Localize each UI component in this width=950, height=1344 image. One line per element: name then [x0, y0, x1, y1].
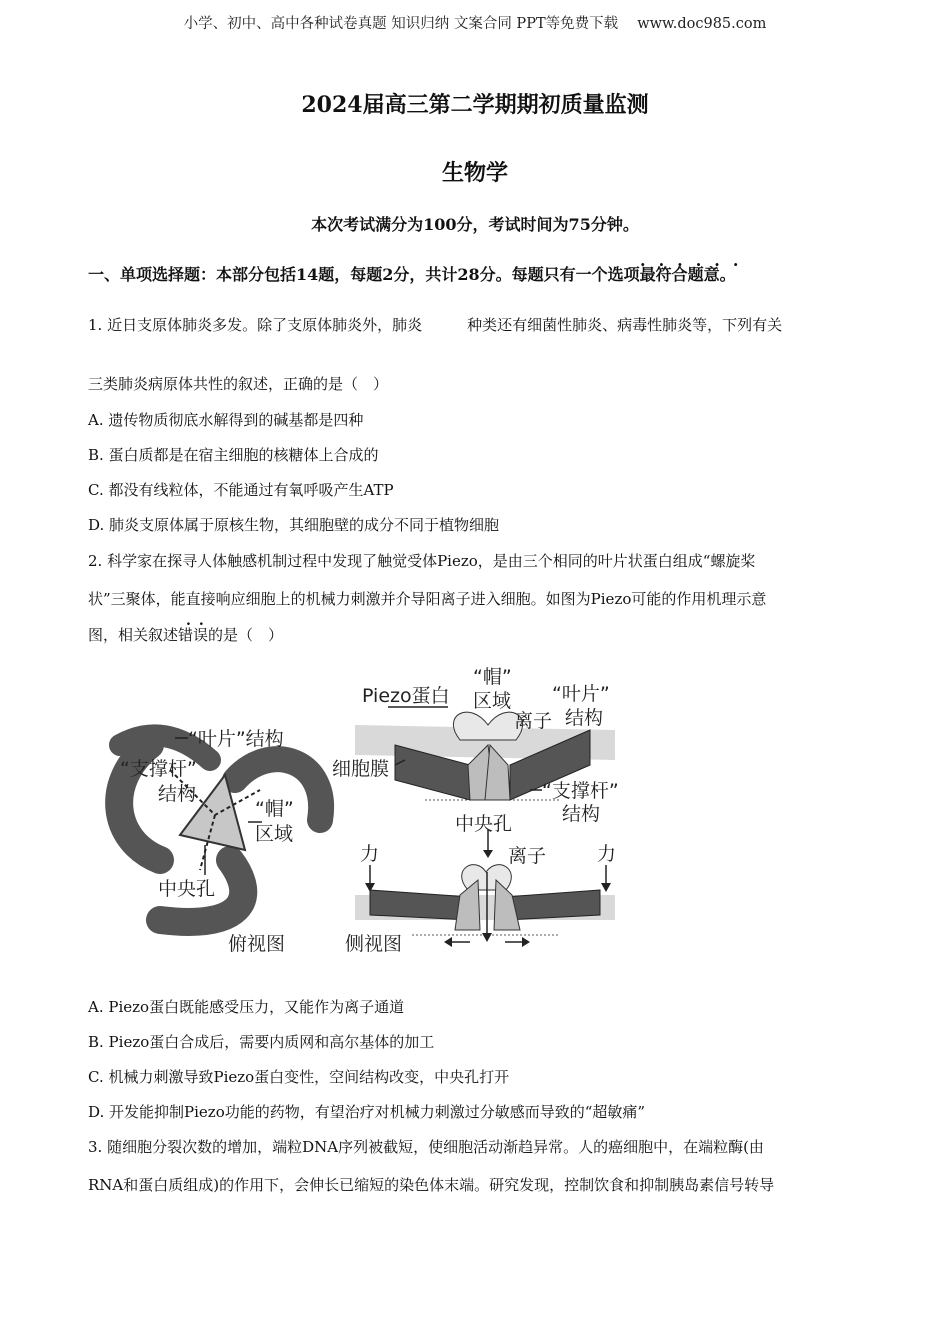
- q1-option-d: D. 肺炎支原体属于原核生物，其细胞壁的成分不同于植物细胞: [88, 516, 500, 534]
- q1-option-a: A. 遗传物质彻底水解得到的碱基都是四种: [88, 411, 364, 429]
- q2-stem-line3: 图，相关叙述错误的是（ ）: [88, 626, 284, 644]
- emphasis-dots: ......: [640, 251, 752, 270]
- q1-stem-line2: 三类肺炎病原体共性的叙述，正确的是（ ）: [88, 375, 389, 393]
- q1-option-c: C. 都没有线粒体，不能通过有氧呼吸产生ATP: [88, 481, 394, 499]
- blade-shape: [505, 890, 600, 920]
- q2-option-c: C. 机械力刺激导致Piezo蛋白变性，空间结构改变，中央孔打开: [88, 1068, 510, 1086]
- q1-option-b: B. 蛋白质都是在宿主细胞的核糖体上合成的: [88, 446, 379, 464]
- side-pore-label: 中央孔: [455, 813, 513, 835]
- side-view-caption: 侧视图: [345, 933, 403, 955]
- q3-stem-line1: 3. 随细胞分裂次数的增加，端粒DNA序列被截短，使细胞活动渐趋异常。人的癌细胞中，在端粒酶(由: [88, 1138, 764, 1156]
- side-membrane-label: 细胞膜: [332, 758, 390, 780]
- top-beam-label-2: 结构: [158, 783, 197, 805]
- cap-shape: [453, 712, 522, 740]
- side-beam-label-1: “支撑杆”: [542, 780, 619, 802]
- pore-arrowhead: [483, 850, 493, 858]
- page-header: 小学、初中、高中各种试卷真题 知识归纳 文案合同 PPT等免费下载 www.doc985.com: [183, 16, 767, 32]
- q1-stem-line1: 1. 近日支原体肺炎多发。除了支原体肺炎外，肺炎 种类还有细菌性肺炎、病毒性肺炎等，下列有关: [88, 316, 783, 334]
- spread-arrowhead-right: [522, 937, 530, 947]
- side-beam-label-2: 结构: [562, 803, 601, 825]
- side-cap-label-1: “帽”: [473, 666, 512, 688]
- blade-shape: [370, 890, 470, 920]
- top-blade-label: “叶片”结构: [188, 728, 284, 750]
- side-ion-label-2: 离子: [508, 845, 547, 867]
- top-view-caption: 俯视图: [228, 933, 286, 955]
- side-blade-label-1: “叶片”: [552, 683, 610, 705]
- side-blade-label-2: 结构: [565, 707, 604, 729]
- q2-option-d: D. 开发能抑制Piezo功能的药物，有望治疗对机械力刺激过分敏感而导致的“超敏痛”: [88, 1103, 646, 1121]
- side-protein-label: Piezo蛋白: [362, 685, 450, 707]
- top-view-diagram: [119, 728, 321, 955]
- ion-arrowhead: [482, 933, 492, 942]
- subject-title: 生物学: [441, 160, 508, 186]
- exam-title: 2024届高三第二学期期初质量监测: [301, 92, 649, 118]
- q2-stem-line1: 2. 科学家在探寻人体触感机制过程中发现了触觉受体Piezo，是由三个相同的叶片状蛋白组成“螺旋桨: [88, 552, 756, 570]
- side-ion-label: 离子: [514, 710, 553, 732]
- exam-info: 本次考试满分为100分，考试时间为75分钟。: [311, 215, 639, 234]
- q2-option-b: B. Piezo蛋白合成后，需要内质网和高尔基体的加工: [88, 1033, 435, 1051]
- q2-emphasis-dots: ..: [186, 613, 212, 629]
- top-beam-label-1: “支撑杆”: [120, 758, 197, 780]
- side-view-open: [345, 843, 616, 955]
- q2-option-a: A. Piezo蛋白既能感受压力，又能作为离子通道: [88, 998, 405, 1016]
- force-arrowhead-right: [601, 883, 611, 892]
- q2-stem-line2: 状”三聚体，能直接响应细胞上的机械力刺激并介导阳离子进入细胞。如图为Piezo可能的作用机理示意: [88, 590, 767, 608]
- force-label-right: 力: [597, 843, 617, 865]
- side-cap-label-2: 区域: [473, 690, 512, 712]
- q3-stem-line2: RNA和蛋白质组成)的作用下，会伸长已缩短的染色体末端。研究发现，控制饮食和抑制胰岛素信号转导: [88, 1176, 775, 1194]
- top-cap-label-2: 区域: [255, 823, 294, 845]
- force-label-left: 力: [360, 843, 380, 865]
- top-pore-label: 中央孔: [158, 878, 216, 900]
- top-cap-label-1: “帽”: [255, 798, 294, 820]
- side-view-closed: [332, 666, 619, 858]
- section-heading: 一、单项选择题：本部分包括14题，每题2分，共计28分。每题只有一个选项最符合题意。: [88, 265, 736, 284]
- spread-arrowhead-left: [444, 937, 452, 947]
